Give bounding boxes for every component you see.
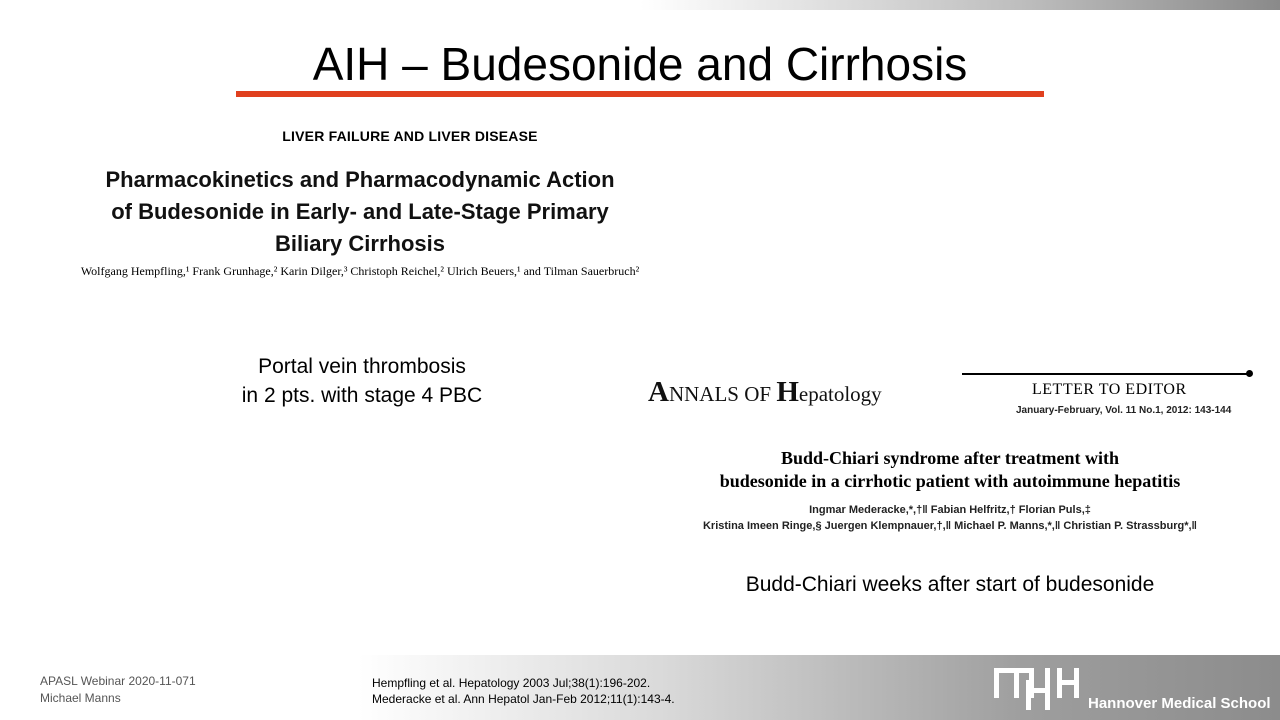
paper2-clipping [640,360,1260,535]
references [372,675,675,707]
paper2-section-label: LETTER TO EDITOR [1032,381,1187,398]
paper1-authors: Wolfgang Hempfling,¹ Frank Grunhage,² Karin Dilger,³ Christoph Reichel,² Ulrich Beuers,¹ and Tilman Sauerbruch² [80,264,640,278]
journal-logo-text: NNALS OF [668,382,777,406]
paper1-title-line: Pharmacokinetics and Pharmacodynamic Action [105,167,615,192]
mhh-logo-icon [994,664,1084,710]
paper2-title [640,447,1260,493]
journal-logo-initial: A [648,376,669,408]
journal-logo-initial: H [776,376,799,408]
event-name: APASL Webinar 2020-11-071 [40,674,196,688]
paper1-title [60,164,660,260]
paper2-title-line: budesonide in a cirrhotic patient with autoimmune hepatitis [719,471,1181,491]
title-underline [236,91,1044,97]
journal-logo-text: epatology [798,382,882,406]
paper2-title-line: Budd-Chiari syndrome after treatment with [781,448,1119,468]
top-gradient-bar [640,0,1280,10]
paper2-authors [640,502,1260,534]
header-rule-dot [1246,370,1253,377]
caption-line: in 2 pts. with stage 4 PBC [241,384,483,407]
reference-item: Hempfling et al. Hepatology 2003 Jul;38(1):196-202. [372,676,651,690]
header-rule [962,373,1250,375]
institution-name: Hannover Medical School [1088,695,1271,712]
paper2-issue: January-February, Vol. 11 No.1, 2012: 143-144 [1016,405,1232,416]
paper1-title-line: Biliary Cirrhosis [275,231,445,256]
paper2-authors-line: Kristina Imeen Ringe,§ Juergen Klempnauer,†,‖ Michael P. Manns,*,‖ Christian P. Strassburg*,‖ [702,520,1198,532]
footer-event-info [40,673,196,707]
caption-line: Portal vein thrombosis [258,355,466,378]
paper1-section-label: LIVER FAILURE AND LIVER DISEASE [282,128,538,144]
paper1-clipping [60,120,660,290]
paper2-authors-line: Ingmar Mederacke,*,†‖ Fabian Helfritz,† Florian Puls,‡ [809,504,1091,516]
caption-portal-vein [220,352,504,410]
slide-title: AIH – Budesonide and Cirrhosis [312,38,968,90]
reference-item: Mederacke et al. Ann Hepatol Jan-Feb 2012;11(1):143-4. [372,692,675,706]
paper1-title-line: of Budesonide in Early- and Late-Stage Primary [111,199,609,224]
caption-budd-chiari: Budd-Chiari weeks after start of budesonide [745,573,1155,596]
journal-logo [648,376,882,409]
speaker-name: Michael Manns [40,691,121,705]
